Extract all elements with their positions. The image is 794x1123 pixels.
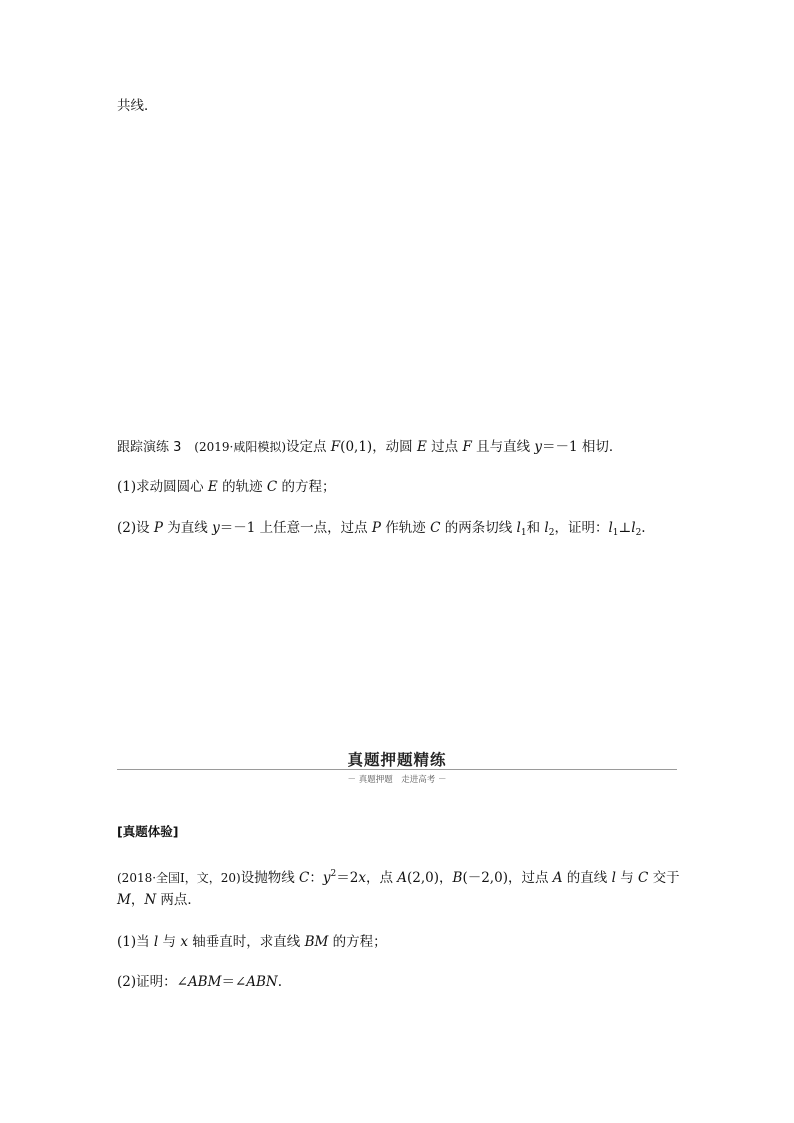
- math-var: F: [462, 439, 472, 455]
- math-var: l: [544, 520, 549, 536]
- math-var: F: [330, 439, 341, 455]
- text-fragment: ：: [309, 870, 323, 886]
- practice-label: 跟踪演练 3: [117, 440, 182, 455]
- text-fragment: 轴垂直时，求直线: [187, 934, 305, 950]
- text-fragment: ，: [130, 892, 145, 908]
- text-fragment: (－2,0)，过点: [462, 870, 553, 886]
- math-var: E: [416, 439, 427, 455]
- text-fragment: (1)求动圆圆心: [117, 479, 208, 495]
- math-var: x: [358, 870, 366, 886]
- text-fragment: 作轨迹: [381, 520, 431, 536]
- exam-question-1: [117, 932, 387, 952]
- text-fragment: ，点: [365, 870, 398, 886]
- math-var: l: [631, 520, 636, 536]
- math-var: P: [371, 520, 382, 536]
- text-fragment: ＝2: [336, 870, 359, 886]
- math-var: y: [322, 870, 331, 886]
- exam-label: [真题体验]: [117, 824, 179, 839]
- math-var: C: [430, 520, 441, 536]
- text-fragment: ＝∠: [221, 974, 247, 990]
- exam-question-2: [117, 972, 282, 992]
- math-var: A: [397, 870, 408, 886]
- exam-stem-line-2: [117, 890, 201, 910]
- subscript: 2: [548, 528, 555, 538]
- math-var: l: [611, 870, 616, 886]
- math-var: l: [608, 520, 613, 536]
- math-var: M: [117, 892, 131, 908]
- text-fragment: 且与直线: [471, 439, 535, 455]
- math-var: BM: [304, 934, 329, 950]
- text-fragment: 的方程；: [277, 479, 336, 495]
- math-var: B: [452, 870, 463, 886]
- text-fragment: 的两条切线: [440, 520, 517, 536]
- practice-stem: [117, 437, 622, 458]
- text-fragment: 为直线: [163, 520, 213, 536]
- text-fragment: 的轨迹: [217, 479, 267, 495]
- math-var: ABN: [246, 974, 278, 990]
- text-fragment: (1)当: [117, 934, 154, 950]
- practice-question-1: [117, 477, 336, 497]
- text-fragment: 的方程；: [328, 934, 387, 950]
- math-var: C: [638, 870, 649, 886]
- math-var: P: [153, 520, 164, 536]
- text-fragment: ＝－1 相切．: [542, 439, 623, 455]
- subscript: 2: [635, 528, 642, 538]
- math-var: x: [180, 934, 188, 950]
- text-fragment: 和: [526, 520, 545, 536]
- continuation-line: 共线．: [117, 98, 158, 114]
- text-fragment: ，动圆: [372, 439, 417, 455]
- text-fragment: 过点: [426, 439, 463, 455]
- text-fragment: .: [641, 520, 646, 536]
- text-fragment: 交于: [648, 870, 680, 886]
- text-fragment: 与: [615, 870, 639, 886]
- math-var: A: [552, 870, 563, 886]
- section-divider: [117, 769, 677, 770]
- practice-question-2: [117, 518, 646, 543]
- section-title: 真题押题精练: [347, 751, 447, 769]
- math-var: y: [534, 439, 543, 455]
- math-var: C: [299, 870, 310, 886]
- text-fragment: .: [277, 974, 283, 990]
- math-var: E: [207, 479, 218, 495]
- text-fragment: 两点．: [156, 892, 201, 908]
- section-subtitle: － 真题押题 走进高考 －: [347, 775, 447, 785]
- text-fragment: ＝－1 上任意一点，过点: [219, 520, 372, 536]
- exam-stem-line-1: [117, 864, 680, 888]
- text-fragment: 与: [158, 934, 181, 950]
- math-var: C: [266, 479, 278, 495]
- subscript: 1: [612, 528, 619, 538]
- continuation-text: [117, 96, 158, 116]
- text-fragment: 设抛物线: [240, 870, 300, 886]
- subscript: 1: [520, 528, 527, 538]
- math-var: N: [144, 892, 157, 908]
- text-fragment: (0,1): [340, 439, 373, 455]
- text-fragment: (2)证明：∠: [117, 974, 188, 990]
- text-fragment: 的直线: [562, 870, 612, 886]
- math-var: l: [153, 934, 159, 950]
- exam-label-line: [117, 822, 178, 842]
- perpendicular-symbol: ⊥: [618, 520, 632, 536]
- math-var: ABM: [187, 974, 222, 990]
- practice-source: (2019·咸阳模拟): [194, 440, 286, 454]
- text-fragment: ，证明：: [554, 520, 609, 536]
- exam-source: (2018·全国Ⅰ，文，20): [117, 871, 241, 885]
- superscript: 2: [330, 869, 337, 879]
- text-fragment: (2,0)，: [407, 870, 453, 886]
- math-var: y: [212, 520, 220, 536]
- text-fragment: 设定点: [286, 439, 331, 455]
- math-var: l: [516, 520, 521, 536]
- text-fragment: (2)设: [117, 520, 154, 536]
